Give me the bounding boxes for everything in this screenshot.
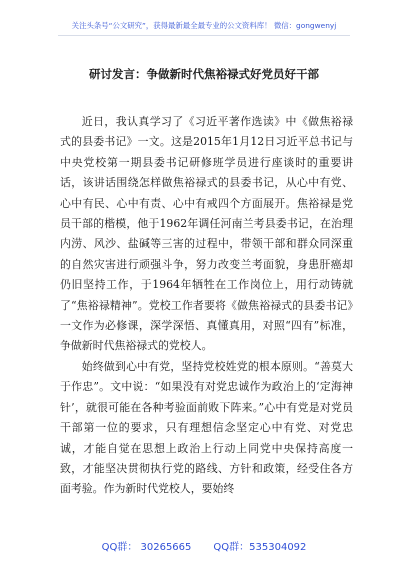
footer-qq-group-2: QQ群：535304092 — [213, 542, 307, 553]
footer-qq-group-1: QQ群： 30265665 — [101, 542, 192, 553]
document-body — [60, 112, 353, 500]
document-title: 研讨发言：争做新时代焦裕禄式好党员好干部 — [89, 67, 319, 81]
paragraph-2: 始终做到心中有党，坚持党校姓党的根本原则。“善莫大于作忠”。文中说：“如果没有对党忠诚作为政治上的‘定海神针’，就很可能在各种考验面前败下阵来。”心中有党是对党员干部第一位的要求，只有理想信念坚定心中有党、对党忠诚，才能自觉在思想上政治上行动上同党中央保持高度一致，才能坚决贯彻执行党的路线、方针和政策，经受住各方面考验。作为新时代党校人，要始终 — [60, 359, 353, 496]
page-footer — [0, 541, 408, 555]
header-divider — [58, 35, 350, 36]
paragraph-1: 近日，我认真学习了《习近平著作选读》中《做焦裕禄式的县委书记》一文。这是2015年1月12日习近平总书记与中央党校第一期县委书记研修班学员进行座谈时的重要讲话，该讲话围绕怎样做焦裕禄式的县委书记，从心中有党、心中有民、心中有责、心中有戒四个方面展开。焦裕禄是党员干部的楷模，他于1962年调任河南兰考县委书记，在治理内涝、风沙、盐碱等三害的过程中，带领干部和群众同深重的自然灾害进行顽强斗争，努力改变兰考面貌，身患肝癌却仍旧坚持工作，于1964年牺牲在工作岗位上，用行动铸就了“焦裕禄精神”。党校工作者要将《做焦裕禄式的县委书记》一文作为必修课，深学深悟、真懂真用，对照“四有”标准，争做新时代焦裕禄式的党校人。 — [60, 115, 353, 353]
page-header-notice: 关注头条号“公文研究”，获得最新最全最专业的公文资料库！ 微信：gongwenyj — [71, 21, 337, 30]
